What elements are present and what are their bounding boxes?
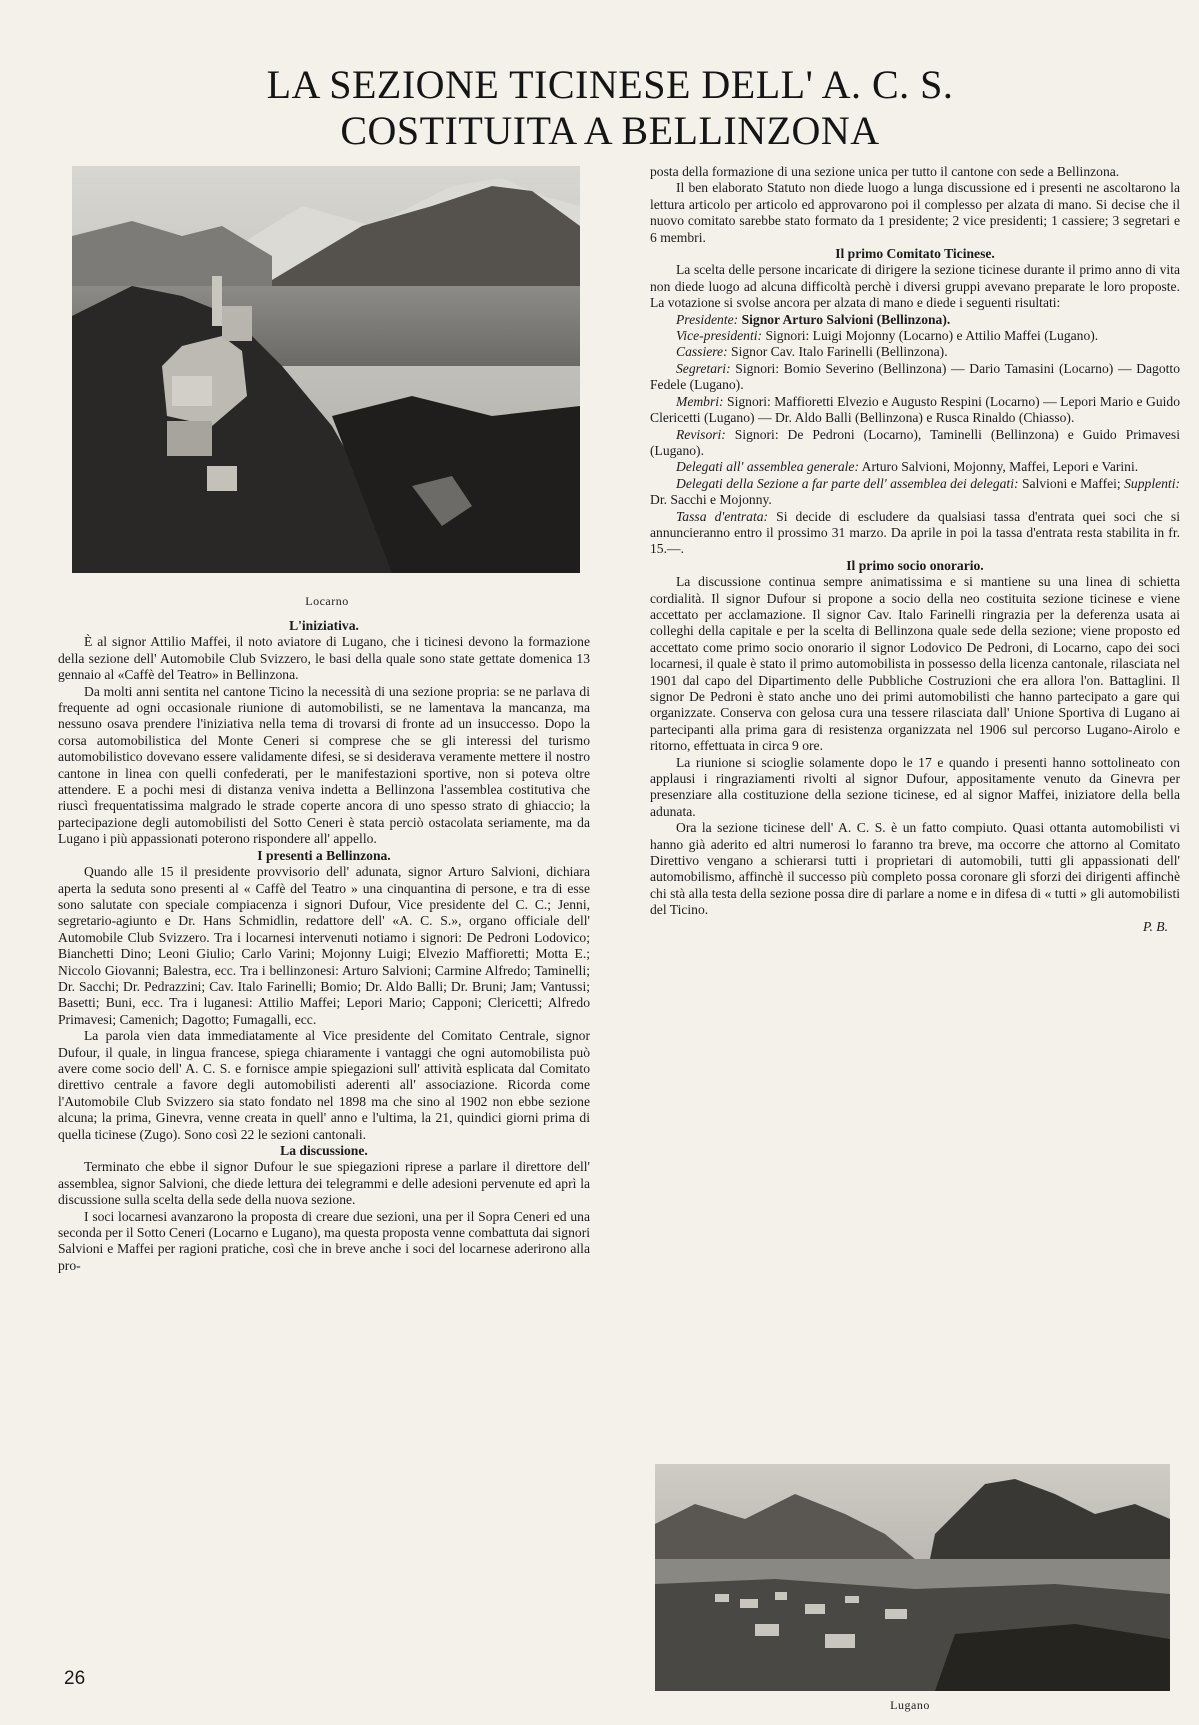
label: Segretari: [676, 360, 731, 376]
list-item-membri [650, 394, 1180, 427]
paragraph: La riunione si scioglie solamente dopo le 17 e quando i presenti hanno sottolineato con applausi i ringraziamenti rivolti al signor Dufour, appositamente venuto da Ginevra per presenziare alla costituzione della sezione ticinese, ed al signor Maffei, iniziatore della bella adunata. [650, 754, 1180, 819]
paragraph: posta della formazione di una sezione unica per tutto il cantone con sede a Bellinzona. [650, 164, 1120, 179]
list-item-delegati [650, 459, 1180, 475]
heading-presenti: I presenti a Bellinzona. [257, 847, 391, 863]
paragraph: È al signor Attilio Maffei, il noto aviatore di Lugano, che i ticinesi devono la formazione della sezione dell' Automobile Club Svizzero, le basi della quale sono state gettate domenica 13 gennaio al «Caffè del Teatro» in Bellinzona. [58, 634, 590, 683]
value: Salvioni e Maffei; [1021, 475, 1121, 491]
value: Arturo Salvioni, Mojonny, Maffei, Lepori e Varini. [861, 459, 1139, 475]
value: Signori: Bomio Severino (Bellinzona) — Dario Tamasini (Locarno) — Dagotto Fedele (Lugano). [650, 360, 1180, 393]
list-item-revisori [650, 427, 1180, 460]
label: Revisori: [676, 426, 726, 442]
paragraph: La discussione continua sempre animatissima e si mantiene su una linea di schietta cordialità. Il signor Dufour si propone a socio della neo costituita sezione ticinese e viene accettato per acclamazione. Il signor Cav. Italo Farinelli ringrazia per la deferenza usata ai colleghi della capitale e per la scelta di Bellinzona quale sede della sezione; viene proposto ed accettato come primo socio onorario il signor Lodovico De Pedroni, di Locarno, capo dei soci locarnesi, il quale è stato il primo automobilista in possesso della licenza cantonale, rilasciata nel 1901 dal capo del Dipartimento delle Pubbliche Costruzioni che era allora l'on. Battaglini. Il signor De Pedroni è stato anche uno dei primi automobilisti che hanno partecipato a gare qui organizzate. Conserva con gelosa cura una tessere rilasciata dall' Unione Sportiva di Lugano ai partecipanti alla prima gara di resistenza organizzata nel 1906 sul percorso Lugano-Airolo e ritorno, effettuata in circa 9 ore. [650, 574, 1180, 754]
label: Membri: [676, 393, 724, 409]
paragraph: La scelta delle persone incaricate di dirigere la sezione ticinese durante il primo anno di vita non diede luogo ad alcuna difficoltà perchè i diversi gruppi avevano preparate le loro proposte. La votazione si svolse ancora per alzata di mano e diede i seguenti risultati: [650, 262, 1180, 311]
value: Signori: Luigi Mojonny (Locarno) e Attilio Maffei (Lugano). [765, 328, 1099, 344]
article-title [250, 62, 970, 154]
signature: P. B. [1142, 918, 1168, 934]
label: Vice-presidenti: [676, 328, 763, 344]
label: Presidente: [676, 311, 739, 327]
title-line-2: COSTITUITA A BELLINZONA [340, 108, 880, 153]
list-item-delegati-sezione [650, 476, 1180, 509]
paragraph: La parola vien data immediatamente al Vice presidente del Comitato Centrale, signor Dufour, il quale, in lingua francese, spiega chiaramente i vantaggi che ogni automobilista può avere come socio dell' A. C. S. e fornisce ampie spiegazioni sull' attività esplicata dal Comitato direttivo centrale a favore degli automobilisti aderenti all' associazione. Ricorda come l'Automobile Club Svizzero sia stato fondato nel 1898 ma che sino al 1902 non ebbe sezione alcuna; la prima, Ginevra, venne creata in quell' anno e l'ultima, la 21, quindici giorni prima di quella ticinese (Zugo). Sono così 22 le sezioni cantonali. [58, 1028, 590, 1142]
label: Cassiere: [676, 344, 728, 360]
list-item-presidente [650, 312, 1180, 328]
heading-discussione: La discussione. [280, 1143, 368, 1158]
label: Supplenti: [1124, 475, 1180, 491]
heading-socio-onorario: Il primo socio onorario. [846, 557, 984, 573]
paragraph: Terminato che ebbe il signor Dufour le sue spiegazioni riprese a parlare il direttore dell' assemblea, signor Salvioni, che diede lettura dei telegrammi e delle adesioni pervenute ed aprì la discussione sulla scelta della sede della nuova sezione. [58, 1159, 590, 1208]
list-item-segretari [650, 361, 1180, 394]
title-line-1: LA SEZIONE TICINESE DELL' A. C. S. [266, 62, 954, 107]
paragraph: Quando alle 15 il presidente provvisorio dell' adunata, signor Arturo Salvioni, dichiara aperta la seduta sono presenti al « Caffè del Teatro » una cinquantina di persone, e tra di esse sono salutate con speciale compiacenza i signori Dufour, Vice presidente del C. C.; Jenni, segretario-agiunto e Dr. Hans Schmidlin, redattore dell' «A. C. S.», organo officiale dell' Automobile Club Svizzero. Tra i locarnesi intervenuti notiamo i signori: De Pedroni Lodovico; Bianchetti Dino; Leoni Giulio; Carlo Varini; Mojonny Luigi; Elvezio Maffioretti; Motta E.; Niccolo Giovanni; Balestra, ecc. Tra i bellinzonesi: Arturo Salvioni; Carmine Alfredo; Taminelli; Dr. Sacchi; Dr. Pedrazzini; Cav. Italo Farinelli; Bomio; Dr. Aldo Balli; Dr. Bruni; Jam; Vantussi; Basetti; Buni, ecc. Tra i luganesi: Attilio Maffei; Lepori Mario; Capponi; Clericetti; Alfredo Primavesi; Camenich; Dagotto; Fumagalli, ecc. [58, 864, 590, 1027]
list-item-tassa [650, 509, 1180, 558]
value: Signori: Maffioretti Elvezio e Augusto Respini (Locarno) — Lepori Mario e Guido Clericetti (Lugano) — Dr. Aldo Balli (Bellinzona) e Rusca Rinaldo (Chiasso). [650, 393, 1180, 426]
value: Si decide di escludere da qualsiasi tassa d'entrata quei soci che si annuncieranno entro il prossimo 31 marzo. Da aprile in poi la tassa d'entrata resta stabilita in fr. 15.—. [650, 508, 1180, 557]
paragraph: Il ben elaborato Statuto non diede luogo a lunga discussione ed i presenti ne ascoltarono la lettura articolo per articolo ed approvarono poi il complesso per alzata di mano. Si decise che il nuovo comitato sarebbe stato formato da 1 presidente; 2 vice presidenti; 1 cassiere; 3 segretari e 6 membri. [650, 180, 1180, 245]
locarno-caption: Locarno [305, 594, 349, 608]
locarno-photo [72, 166, 580, 573]
value: Signori: De Pedroni (Locarno), Taminelli (Bellinzona) e Guido Primavesi (Lugano). [650, 426, 1180, 458]
value: Signor Cav. Italo Farinelli (Bellinzona). [731, 344, 948, 360]
paragraph: Da molti anni sentita nel cantone Ticino la necessità di una sezione propria: se ne parlava di frequente ad ogni occasionale riunione di automobilisti, se ne lamentava la mancanza, ma nessuno osava prendere l'iniziativa nella tema di trovarsi di fronte ad un insuccesso. Dopo la corsa automobilistica del Monte Ceneri si comprese che se gli interessi del turismo automobilistico dovevano essere validamente difesi, se si desiderava veramente mettere il nostro cantone in linea con quelli confederati, per le manifestazioni sportive, non si poteva oltre attendere. E a pochi mesi di distanza veniva indetta a Bellinzona l'assemblea costitutiva che riuscì frequentatissima malgrado le strade coperte ancora di uno spesso strato di ghiaccio; la partecipazione degli automobilisti del Sotto Ceneri è stata perciò ostacolata seriamente, ma da Lugano i più appassionati poterono rispondere all' appello. [58, 683, 590, 847]
label: Delegati all' assemblea generale: [676, 459, 859, 475]
value: Signor Arturo Salvioni (Bellinzona). [741, 311, 951, 327]
lugano-photo [655, 1464, 1170, 1691]
heading-comitato: Il primo Comitato Ticinese. [835, 246, 995, 262]
lugano-caption: Lugano [890, 1698, 930, 1712]
paragraph: Ora la sezione ticinese dell' A. C. S. è un fatto compiuto. Quasi ottanta automobilisti vi hanno già aderito ed altri numerosi lo faranno tra breve, ma occorre che attorno al Comitato Direttivo vengano a schierarsi tutti i proprietari di automobili, tutti gli appassionati dell' automobilismo, affinchè il successo più completo possa coronare gli sforzi dei dirigenti affinchè chi stà alla testa della sezione possa dire di parlare a nome e in difesa di « tutti » gli automobilisti del Ticino. [650, 820, 1180, 918]
label: Tassa d'entrata: [676, 508, 769, 524]
list-item-vice [650, 328, 1180, 344]
label: Delegati della Sezione a far parte dell' assemblea dei delegati: [676, 475, 1019, 491]
page-number: 26 [64, 1668, 86, 1689]
left-column [58, 618, 590, 1658]
heading-iniziativa: L'iniziativa. [289, 618, 359, 633]
value: Dr. Sacchi e Mojonny. [650, 492, 772, 508]
right-column [650, 164, 1180, 1446]
list-item-cassiere [650, 344, 1180, 360]
paragraph: I soci locarnesi avanzarono la proposta di creare due sezioni, una per il Sopra Ceneri ed una seconda per il Sotto Ceneri (Locarno e Lugano), ma questa proposta venne combattuta dai signori Salvioni e Maffei per ragioni pratiche, così che in breve anche i soci del locarnese aderirono alla pro- [58, 1208, 590, 1273]
